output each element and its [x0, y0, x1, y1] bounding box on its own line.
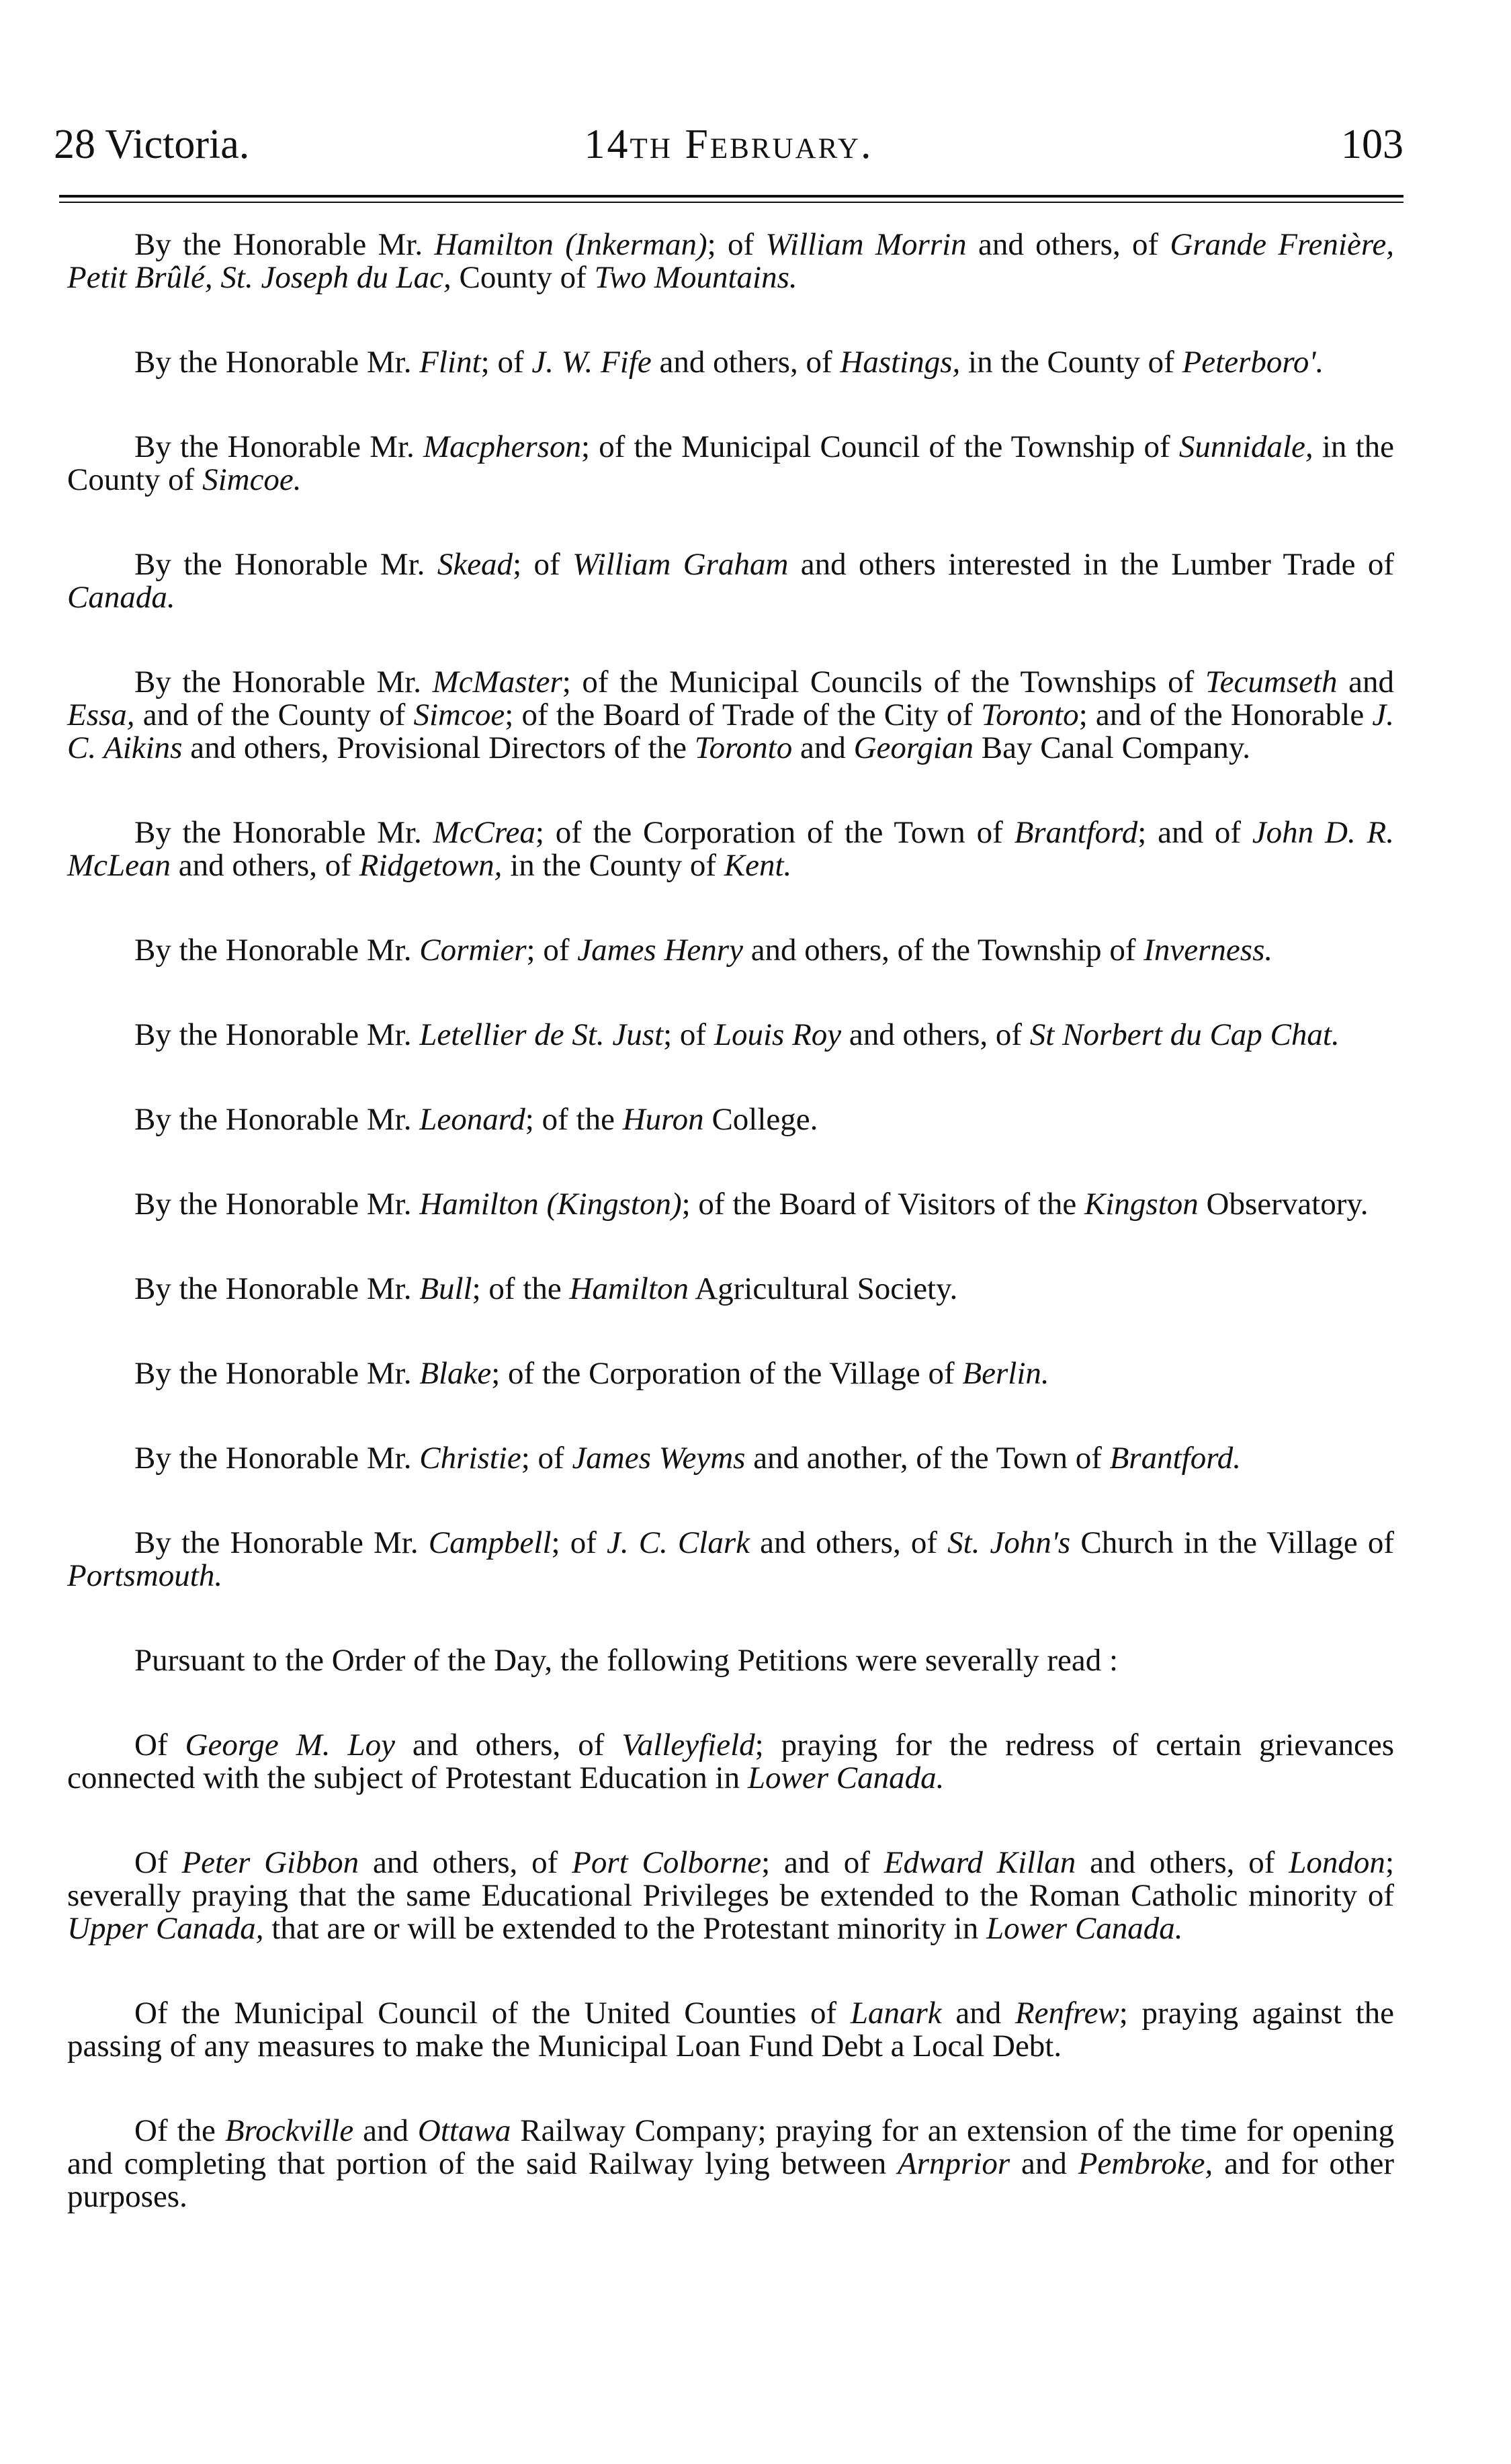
- text-run: By the Honorable Mr.: [134, 1017, 420, 1052]
- italic-run: London: [1289, 1845, 1385, 1880]
- text-run: ; of the Corporation of the Town of: [535, 815, 1014, 850]
- italic-run: Ottawa: [417, 2113, 511, 2148]
- text-run: By the Honorable Mr.: [134, 1441, 420, 1476]
- italic-run: George M. Loy: [185, 1728, 395, 1762]
- text-run: Of: [134, 1728, 185, 1762]
- header-rule: [59, 195, 1404, 203]
- text-run: and: [353, 2113, 418, 2148]
- text-run: By the Honorable Mr.: [134, 1187, 420, 1222]
- petition-entry: [67, 816, 1394, 882]
- text-run: Agricultural Society.: [689, 1271, 958, 1306]
- italic-run: Brantford: [1014, 815, 1138, 850]
- italic-run: Blake: [419, 1356, 492, 1391]
- text-run: ; and of: [1137, 815, 1252, 850]
- text-run: and others, of: [749, 1525, 948, 1560]
- text-run: By the Honorable Mr.: [134, 345, 420, 380]
- italic-run: Hamilton (Kingston): [419, 1187, 682, 1222]
- italic-run: William Graham: [572, 547, 789, 582]
- italic-run: Christie: [419, 1441, 521, 1476]
- text-run: and others, of: [394, 1728, 622, 1762]
- italic-run: John D. R. McLean: [67, 815, 1394, 883]
- text-run: ; of the: [525, 1102, 623, 1137]
- italic-run: William Morrin: [765, 227, 967, 262]
- text-run: and others, of: [1076, 1845, 1289, 1880]
- italic-run: Hamilton (Inkerman): [434, 227, 707, 262]
- italic-run: Macpherson: [423, 429, 581, 464]
- italic-run: James Weyms: [572, 1441, 746, 1476]
- petition-entry: [67, 1846, 1394, 1945]
- italic-run: Simcoe.: [202, 462, 302, 497]
- text-run: By the Honorable Mr.: [134, 1102, 420, 1137]
- text-run: ; of: [551, 1525, 607, 1560]
- text-run: and: [941, 1996, 1015, 2031]
- petition-entry: [67, 1997, 1394, 2063]
- italic-run: Kent.: [724, 848, 792, 883]
- text-run: Pursuant to the Order of the Day, the following Petitions were severally read :: [134, 1643, 1118, 1678]
- text-run: ; of the Board of Trade of the City of: [505, 697, 982, 732]
- petition-entry: [67, 2115, 1394, 2213]
- italic-run: St Norbert du Cap Chat.: [1029, 1017, 1340, 1052]
- text-run: and others, of: [841, 1017, 1030, 1052]
- text-run: Of the Municipal Council of the United Counties of: [134, 1996, 851, 2031]
- text-run: ; of: [526, 933, 578, 968]
- petition-entry: [67, 1019, 1394, 1052]
- text-run: and others, of: [171, 848, 359, 883]
- italic-run: Flint: [419, 345, 481, 380]
- italic-run: Hamilton: [569, 1271, 689, 1306]
- italic-run: Bull: [419, 1271, 472, 1306]
- text-run: and others, Provisional Directors of the: [182, 730, 695, 765]
- header-date: 14th February.: [584, 122, 873, 167]
- text-run: ; of the Municipal Council of the Township of: [580, 429, 1179, 464]
- text-run: Railway Company; praying for an extension of the time for opening and completing that portion of the said Railway lying between: [67, 2113, 1394, 2181]
- page-number: 103: [1341, 122, 1404, 167]
- italic-run: Cormier: [419, 933, 527, 968]
- text-run: and others, of: [966, 227, 1170, 262]
- petition-entry: [67, 1273, 1394, 1306]
- italic-run: J. W. Fife: [531, 345, 652, 380]
- text-run: and another, of the Town of: [745, 1441, 1110, 1476]
- text-run: and others, of the Township of: [742, 933, 1144, 968]
- italic-run: Essa,: [67, 697, 135, 732]
- text-run: By the Honorable Mr.: [134, 815, 433, 850]
- text-run: in the County of: [502, 848, 724, 883]
- text-run: Of the: [134, 2113, 225, 2148]
- italic-run: Leonard: [419, 1102, 525, 1137]
- petition-entry: [67, 548, 1394, 614]
- petition-entry: [67, 934, 1394, 967]
- italic-run: Canada.: [67, 580, 175, 615]
- text-run: in the County of: [960, 345, 1182, 380]
- text-run: Bay Canal Company.: [974, 730, 1251, 765]
- italic-run: St. John's: [947, 1525, 1071, 1560]
- italic-run: Campbell: [428, 1525, 552, 1560]
- italic-run: Arnprior: [898, 2146, 1010, 2181]
- text-run: and of the County of: [134, 697, 414, 732]
- italic-run: J. C. Aikins: [67, 697, 1394, 765]
- text-run: in the County of: [67, 429, 1394, 497]
- petition-entry: [67, 1527, 1394, 1592]
- italic-run: Peter Gibbon: [181, 1845, 359, 1880]
- petition-entry: [67, 431, 1394, 497]
- text-run: ; of the: [472, 1271, 570, 1306]
- text-run: ; of: [707, 227, 766, 262]
- italic-run: Toronto: [694, 730, 793, 765]
- text-run: and: [792, 730, 854, 765]
- text-run: that are or will be extended to the Protestant minority in: [263, 1911, 986, 1946]
- italic-run: Kingston: [1084, 1187, 1199, 1222]
- text-run: Observatory.: [1198, 1187, 1369, 1222]
- italic-run: Simcoe: [413, 697, 505, 732]
- text-run: County of: [451, 260, 595, 295]
- italic-run: Grande Frenière, Petit Brûlé, St. Joseph du Lac,: [67, 227, 1394, 295]
- italic-run: Peterboro'.: [1182, 345, 1324, 380]
- italic-run: Upper Canada,: [67, 1911, 264, 1946]
- italic-run: Louis Roy: [714, 1017, 842, 1052]
- text-run: By the Honorable Mr.: [134, 547, 437, 582]
- text-run: Church in the Village of: [1070, 1525, 1394, 1560]
- text-run: and for other purposes.: [67, 2146, 1394, 2214]
- italic-run: Letellier de St. Just: [419, 1017, 664, 1052]
- text-run: By the Honorable Mr.: [134, 1525, 429, 1560]
- italic-run: Berlin.: [962, 1356, 1049, 1391]
- text-run: By the Honorable Mr.: [134, 933, 420, 968]
- text-run: ; of: [513, 547, 573, 582]
- petition-entry: [67, 666, 1394, 765]
- italic-run: Ridgetown,: [359, 848, 503, 883]
- text-run: By the Honorable Mr.: [134, 1271, 420, 1306]
- italic-run: McCrea: [433, 815, 535, 850]
- italic-run: Huron: [622, 1102, 704, 1137]
- text-run: ; of: [663, 1017, 714, 1052]
- italic-run: James Henry: [577, 933, 743, 968]
- text-run: ; of the Corporation of the Village of: [491, 1356, 963, 1391]
- text-run: College.: [703, 1102, 818, 1137]
- italic-run: Renfrew: [1014, 1996, 1119, 2031]
- italic-run: McMaster: [432, 665, 562, 699]
- petition-entry: [67, 1357, 1394, 1390]
- text-run: ; and of: [761, 1845, 884, 1880]
- text-run: By the Honorable Mr.: [134, 227, 435, 262]
- text-run: Of: [134, 1845, 182, 1880]
- petition-entry: [67, 1729, 1394, 1795]
- text-run: and others, of: [359, 1845, 572, 1880]
- italic-run: Hastings,: [840, 345, 961, 380]
- journal-text: [67, 228, 1394, 2265]
- text-run: ; of: [480, 345, 532, 380]
- text-run: ; severally praying that the same Educational Privileges be extended to the Roman Catholic minority of: [67, 1845, 1394, 1913]
- text-run: ; praying against the passing of any measures to make the Municipal Loan Fund Debt a Local Debt.: [67, 1996, 1394, 2064]
- italic-run: Inverness.: [1143, 933, 1273, 968]
- text-run: and: [1337, 665, 1394, 699]
- text-run: ; and of the Honorable: [1078, 697, 1373, 732]
- petition-entry: [67, 1103, 1394, 1136]
- italic-run: Skead: [437, 547, 513, 582]
- running-head: [54, 114, 1404, 175]
- italic-run: Tecumseth: [1205, 665, 1338, 699]
- petition-entry: [67, 346, 1394, 379]
- petition-entry: [67, 1442, 1394, 1475]
- text-run: and others, of: [651, 345, 840, 380]
- text-run: and: [1010, 2146, 1078, 2181]
- text-run: ; of the Municipal Councils of the Townships of: [562, 665, 1205, 699]
- italic-run: Edward Killan: [883, 1845, 1076, 1880]
- text-run: ; of the Board of Visitors of the: [681, 1187, 1085, 1222]
- petition-entry: [67, 228, 1394, 294]
- italic-run: Lanark: [850, 1996, 942, 2031]
- italic-run: J. C. Clark: [606, 1525, 750, 1560]
- italic-run: Lower Canada.: [747, 1760, 945, 1795]
- text-run: By the Honorable Mr.: [134, 665, 433, 699]
- italic-run: Valleyfield: [621, 1728, 755, 1762]
- italic-run: Georgian: [853, 730, 974, 765]
- text-run: By the Honorable Mr.: [134, 429, 423, 464]
- italic-run: Portsmouth.: [67, 1558, 223, 1593]
- text-run: ; of: [521, 1441, 572, 1476]
- header-session: 28 Victoria.: [54, 122, 250, 167]
- italic-run: Port Colborne: [572, 1845, 762, 1880]
- petition-entry: [67, 1188, 1394, 1221]
- italic-run: Pembroke,: [1078, 2146, 1213, 2181]
- italic-run: Brockville: [224, 2113, 354, 2148]
- italic-run: Sunnidale,: [1178, 429, 1313, 464]
- text-run: By the Honorable Mr.: [134, 1356, 420, 1391]
- italic-run: Brantford.: [1109, 1441, 1242, 1476]
- italic-run: Toronto: [981, 697, 1079, 732]
- italic-run: Lower Canada.: [986, 1911, 1183, 1946]
- italic-run: Two Mountains.: [594, 260, 797, 295]
- text-run: ; praying for the redress of certain grievances connected with the subject of Protestant Education in: [67, 1728, 1394, 1795]
- order-of-day-heading: [67, 1644, 1394, 1677]
- text-run: and others interested in the Lumber Trade of: [788, 547, 1394, 582]
